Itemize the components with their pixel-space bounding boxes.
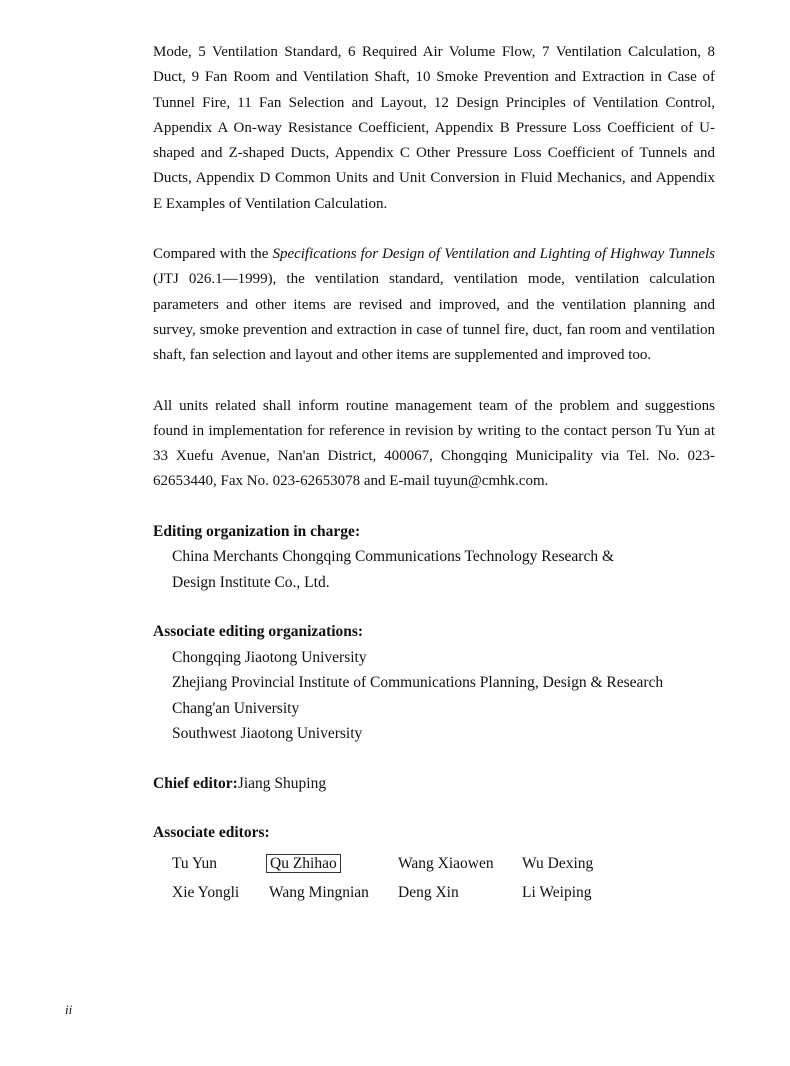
associate-editors-grid	[153, 849, 715, 907]
referenced-specification-title: Specifications for Design of Ventilation and Lighting of Highway Tunnels	[272, 246, 715, 263]
editing-organization-line: Design Institute Co., Ltd.	[172, 573, 330, 591]
paragraph-contact-info: All units related shall inform routine management team of the problem and suggestions found in implementation for reference in revision by writing to the contact person Tu Yun at 33 Xuefu Avenue, Nan'an District, 400067, Chongqing Municipality via Tel. No. 023-62653440, Fax No. 023-62653078 and E-mail tuyun@cmhk.com.	[153, 397, 715, 490]
editor-name: Li Weiping	[522, 883, 592, 901]
paragraph-revision-lead: Compared with the	[153, 246, 273, 263]
paragraph-revision-note	[153, 242, 715, 368]
paragraph-contents-list: Mode, 5 Ventilation Standard, 6 Required Air Volume Flow, 7 Ventilation Calculation, 8 Duct, 9 Fan Room and Ventilation Shaft, 10 Smoke Prevention and Extraction in Case of Tunnel Fire, 11 Fan Selection and Layout, 12 Design Principles of Ventilation Control, Appendix A On-way Resistance Coefficient, Appendix B Pressure Loss Coefficient of U-shaped and Z-shaped Ducts, Appendix C Other Pressure Loss Coefficient of Tunnels and Ducts, Appendix D Common Units and Unit Conversion in Fluid Mechanics, and Appendix E Examples of Ventilation Calculation.	[153, 44, 715, 212]
editor-name: Wang Xiaowen	[398, 854, 494, 872]
editor-name: Tu Yun	[172, 854, 217, 872]
editors-row	[172, 878, 715, 907]
editor-name: Deng Xin	[398, 883, 459, 901]
associate-organization-item: Chang'an University	[172, 699, 300, 717]
editor-name-highlighted: Qu Zhihao	[266, 854, 341, 873]
editing-organization-section	[153, 519, 715, 596]
editing-organization-heading: Editing organization in charge:	[153, 522, 361, 540]
paragraph-revision-body: (JTJ 026.1—1999), the ventilation standard, ventilation mode, ventilation calculation parameters and other items are revised and improved, and the ventilation planning and survey, smoke prevention and extraction in case of tunnel fire, duct, fan room and ventilation shaft, fan selection and layout and other items are supplemented and improved too.	[153, 271, 715, 364]
chief-editor-heading: Chief editor:	[153, 774, 238, 792]
associate-organization-item: Chongqing Jiaotong University	[172, 648, 367, 666]
associate-organization-item: Southwest Jiaotong University	[172, 725, 363, 743]
editing-organization-line: China Merchants Chongqing Communications Technology Research &	[172, 548, 615, 566]
chief-editor-name: Jiang Shuping	[237, 774, 327, 792]
chief-editor-section	[153, 771, 715, 797]
editor-name: Wang Mingnian	[269, 883, 369, 901]
associate-organizations-heading: Associate editing organizations:	[153, 623, 364, 641]
chief-editor-line	[153, 771, 715, 797]
editor-name: Wu Dexing	[522, 854, 594, 872]
associate-editors-section	[153, 820, 715, 907]
associate-editors-heading: Associate editors:	[153, 824, 270, 842]
editor-name-cell	[269, 849, 398, 878]
editors-row	[172, 849, 715, 878]
page-number: ii	[65, 1002, 73, 1017]
associate-organizations-section	[153, 619, 715, 747]
document-page	[153, 40, 715, 907]
editor-name: Xie Yongli	[172, 883, 240, 901]
associate-organization-item: Zhejiang Provincial Institute of Communications Planning, Design & Research	[172, 674, 664, 692]
